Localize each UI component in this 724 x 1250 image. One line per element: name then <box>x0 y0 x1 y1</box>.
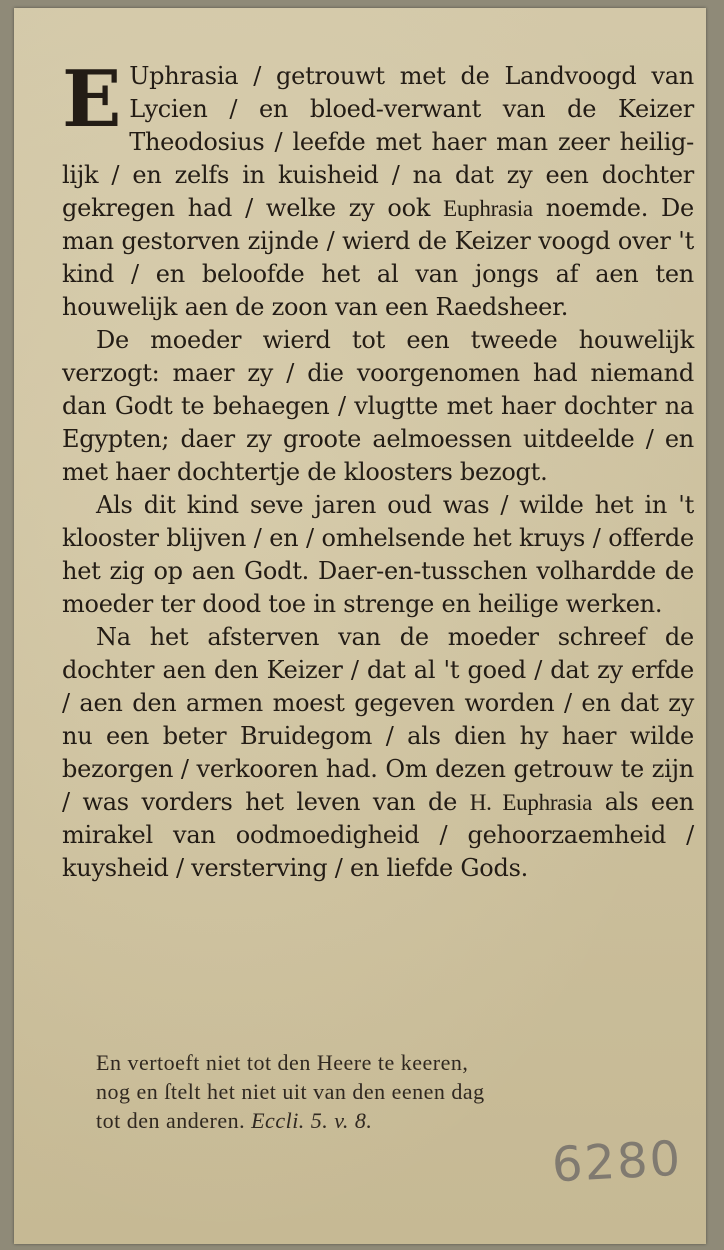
pencil-inventory-number: 6280 <box>550 1130 684 1194</box>
quote-line-2: nog en ſtelt het niet uit van den eenen dag <box>96 1079 485 1104</box>
document-page <box>14 8 706 1244</box>
paragraph-4-text: Na het afsterven van de moeder schreef de dochter aen den Keizer / dat al 't goed / dat zy erfde / aen den armen moest gegeven worden / en dat zy nu een beter Bruidegom / als dien hy haer wilde bezorgen / verkooren had. Om dezen getrouw te zijn / was vorders het leven van de <box>62 623 694 816</box>
paragraph-2: De moeder wierd tot een tweede houwelijk verzogt: maer zy / die voorgenomen had niemand dan Godt te behaegen / vlugtte met haer dochter na Egypten; daer zy groote aelmoessen uitdeelde / en met haer dochtertje de kloosters bezogt. <box>62 326 694 486</box>
paragraph-4 <box>62 621 694 885</box>
saint-name-full: H. Euphrasia <box>469 790 593 815</box>
paragraph-3: Als dit kind seve jaren oud was / wilde het in 't klooster blijven / en / omhelsende het kruys / offerde het zig op aen Godt. Daer-en-tusschen volhardde de moeder ter dood toe in strenge en heilige werken. <box>62 491 694 618</box>
quote-citation: Eccli. 5. v. 8. <box>251 1108 373 1133</box>
saint-name: Euphrasia <box>443 196 533 221</box>
paragraph-1 <box>62 54 694 324</box>
paragraph-1-text: Uphrasia / getrouwt met de Landvoogd van Lycien / en bloed-verwant van de Keizer Theodosius / leefde met haer man zeer heilig-lijk / en zelfs in kuisheid / na dat zy een dochter gekregen had / welke zy ook <box>62 62 694 222</box>
scripture-quote <box>96 1048 696 1135</box>
quote-line-1: En vertoeft niet tot den Heere te keeren, <box>96 1050 469 1075</box>
quote-line-3 <box>96 1106 696 1135</box>
paragraph-1-text-end: noemde. De man gestorven zijnde / wierd de Keizer voogd over 't kind / en beloofde het al van jongs af aen ten houwelijk aen de zoon van een Raedsheer. <box>62 194 694 321</box>
body-text <box>62 54 694 885</box>
drop-cap: E <box>62 54 122 145</box>
quote-line-3-text: tot den anderen. <box>96 1108 246 1133</box>
paragraph-4-text-end: als een mirakel van oodmoedigheid / gehoorzaemheid / kuysheid / versterving / en liefde Gods. <box>62 788 694 882</box>
